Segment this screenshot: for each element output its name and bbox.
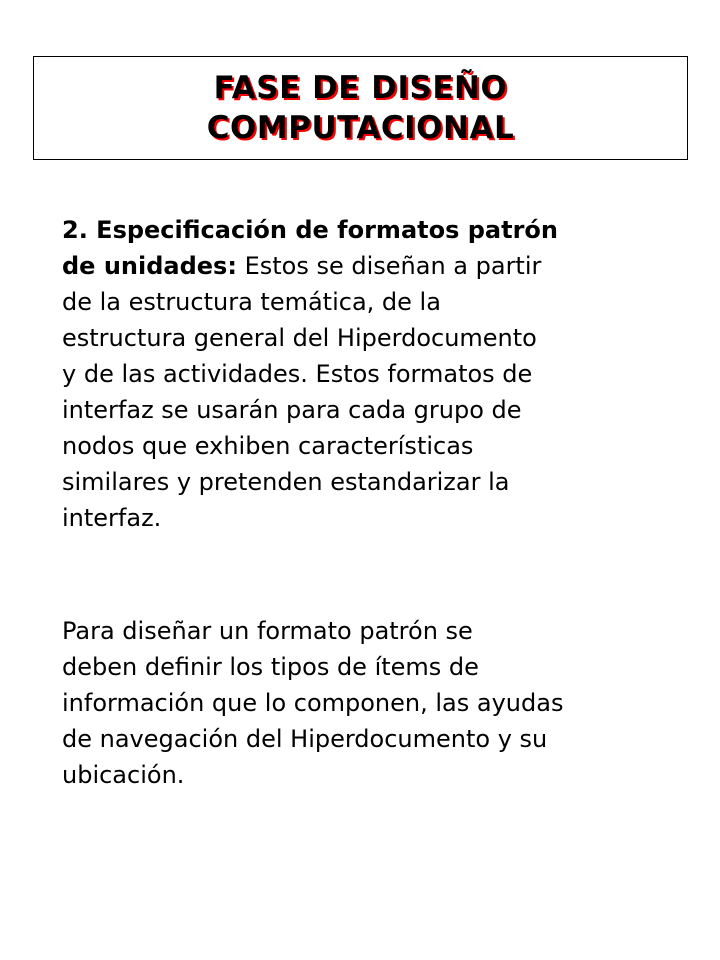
title-box (33, 56, 688, 160)
paragraph-1-line (62, 284, 682, 320)
bold-text: 2. Especificación de formatos patrón (62, 216, 558, 244)
regular-text: interfaz. (62, 504, 162, 532)
paragraph-1-line (62, 320, 682, 356)
paragraph-1-line (62, 248, 682, 284)
regular-text: nodos que exhiben características (62, 432, 474, 460)
bold-text: de unidades: (62, 252, 237, 280)
paragraph-2-line: información que lo componen, las ayudas (62, 689, 564, 717)
paragraph-1-line (62, 428, 682, 464)
regular-text: y de las actividades. Estos formatos de (62, 360, 533, 388)
paragraph-1 (62, 212, 682, 536)
paragraph-2 (62, 613, 682, 793)
paragraph-2-line: deben definir los tipos de ítems de (62, 653, 479, 681)
regular-text: interfaz se usarán para cada grupo de (62, 396, 522, 424)
paragraph-1-line (62, 500, 682, 536)
title-line-2: COMPUTACIONAL (206, 110, 515, 146)
title-line-1: FASE DE DISEÑO (213, 70, 508, 106)
paragraph-2-line: Para diseñar un formato patrón se (62, 617, 473, 645)
paragraph-1-line (62, 392, 682, 428)
regular-text: de la estructura temática, de la (62, 288, 441, 316)
regular-text: Estos se diseñan a partir (236, 252, 542, 280)
paragraph-1-line (62, 212, 682, 248)
regular-text: estructura general del Hiperdocumento (62, 324, 537, 352)
paragraph-2-line: de navegación del Hiperdocumento y su (62, 725, 548, 753)
paragraph-1-line (62, 464, 682, 500)
paragraph-1-line (62, 356, 682, 392)
paragraph-2-line: ubicación. (62, 761, 185, 789)
regular-text: similares y pretenden estandarizar la (62, 468, 510, 496)
